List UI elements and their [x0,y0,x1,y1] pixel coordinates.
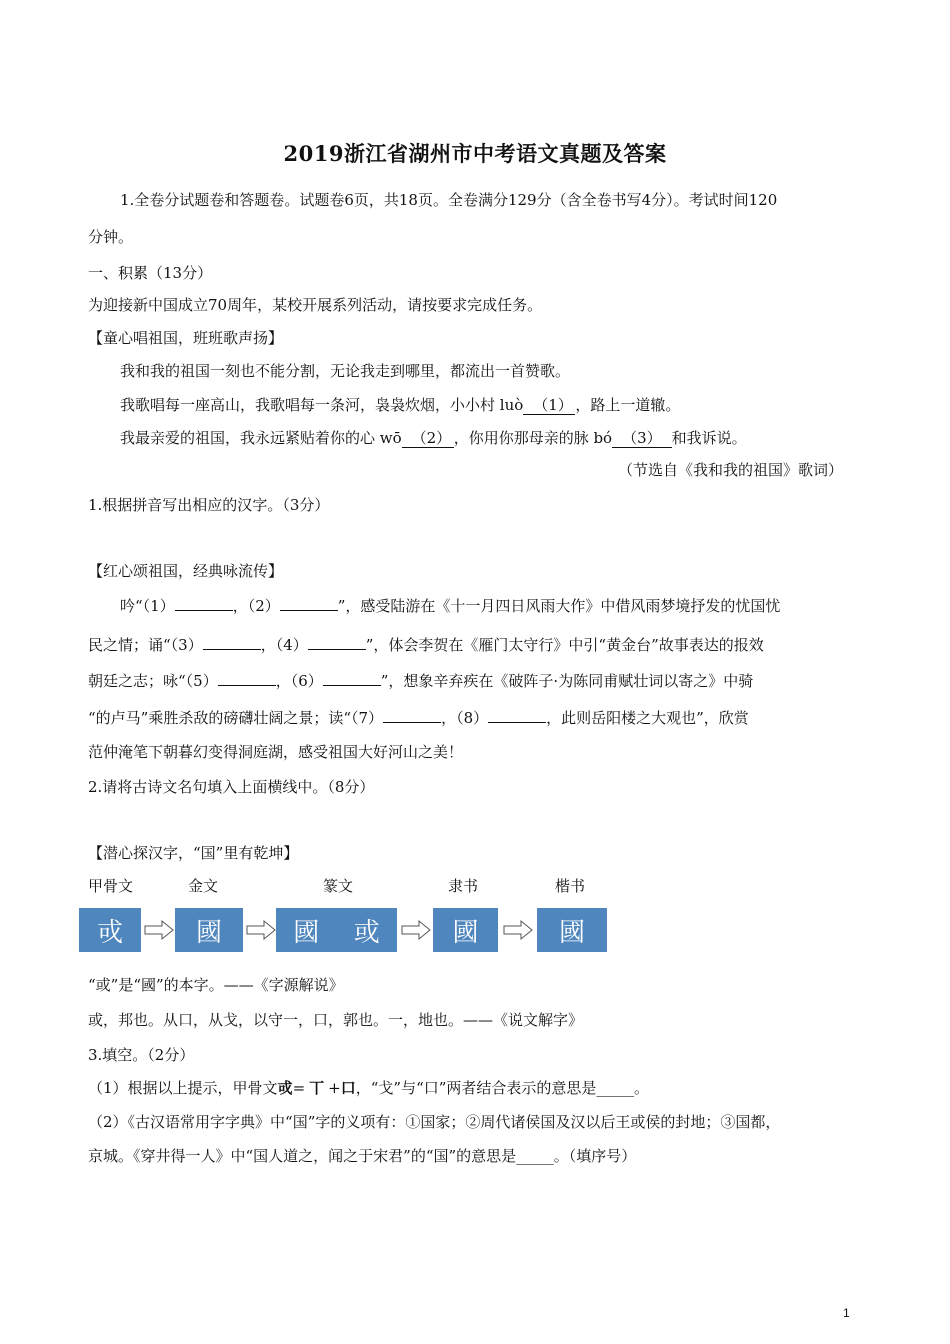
glyph-box-bronze [175,908,243,952]
label-seal: 篆文 [323,877,354,895]
label-regular: 楷书 [555,877,586,895]
lyric3-text-b: ，你用你那母亲的脉 bó [453,429,613,447]
poem3-c: ”，想象辛弃疾在《破阵子·为陈同甫赋壮词以寄之》中骑 [380,672,754,690]
poem1-b: ，（2） [232,597,280,615]
poem1-a: 吟“（1） [120,597,175,615]
answer-blank-3-1[interactable]: _____ [596,1079,634,1097]
lyric2-text-b: ，路上一道辙。 [575,396,681,414]
label-bronze: 金文 [188,877,219,895]
poem-blank-3[interactable] [203,633,261,650]
poem-blank-8[interactable] [488,706,546,723]
poem-line-2 [88,633,764,655]
page-title: 2019浙江省湖州市中考语文真题及答案 [283,141,667,166]
poem-blank-6[interactable] [323,669,381,686]
q3-1-end: 。 [633,1079,649,1097]
label-clerical: 隶书 [448,877,479,895]
page-number: 1 [843,1306,850,1320]
poem2-b: ，（4） [260,636,308,654]
blank-2[interactable]: （2） [402,429,454,448]
glyph-kou-inline: 口 [340,1079,356,1097]
glyph-box-seal [276,908,397,952]
poem-blank-5[interactable] [218,669,276,686]
poem4-c: ，此则岳阳楼之大观也”，欣赏 [546,709,749,727]
lyric-line-1: 我和我的祖国一刻也不能分割，无论我走到哪里，都流出一首赞歌。 [120,362,571,380]
arrow-right-icon [401,919,431,941]
q3-1-text-a: （1）根据以上提示，甲骨文 [88,1079,278,1097]
poem4-b: ，（8） [441,709,489,727]
blank-3[interactable]: （3） [612,429,672,448]
part2-heading: 【红心颂祖国，经典咏流传】 [88,562,284,580]
q3-1-equals: = [292,1079,306,1097]
glyph-box-regular [537,908,607,952]
question-3: 3.填空。（2分） [88,1046,195,1064]
poem3-a: 朝廷之志；咏“（5） [88,672,218,690]
lyric-line-2 [120,395,680,415]
glyph-regular: 國 [558,917,585,948]
lyric3-text-a: 我最亲爱的祖国，我永远紧贴着你的心 wō [120,429,402,447]
part1-heading: 【童心唱祖国，班班歌声扬】 [88,329,284,347]
poem1-c: ”，感受陆游在《十一月四日风雨大作》中借风雨梦境抒发的忧国忧 [337,597,781,615]
quote-2: 或，邦也。从口，从戈，以守一，口，郭也。一，地也。——《说文解字》 [88,1011,584,1029]
lyric-line-3 [120,428,747,448]
glyph-ge-inline: 丅 [309,1079,325,1097]
question-3-1 [88,1078,649,1098]
glyph-clerical: 國 [452,917,479,948]
poem-line-4 [88,706,749,728]
poem-line-5: 范仲淹笔下朝暮幻变得洞庭湖，感受祖国大好河山之美！ [88,743,464,761]
section-heading: 一、积累（13分） [88,264,213,282]
poem2-c: ”，体会李贺在《雁门太守行》中引“黄金台”故事表达的报效 [365,636,764,654]
q3-2-text-b: 。（填序号） [553,1147,637,1165]
instructions-line-2: 分钟。 [88,228,134,246]
lyric-source: （节选自《我和我的祖国》歌词） [618,461,844,479]
poem-blank-1[interactable] [175,594,233,611]
question-1: 1.根据拼音写出相应的汉字。（3分） [88,496,330,514]
q3-1-text-b: ，“戈”与“口”两者结合表示的意思是 [355,1079,597,1097]
poem-blank-4[interactable] [308,633,366,650]
poem-line-3 [88,669,753,691]
lyric2-text-a: 我歌唱每一座高山，我歌唱每一条河，袅袅炊烟，小小村 luò [120,396,524,414]
q3-1-plus: + [328,1079,341,1097]
glyph-bronze: 國 [195,917,222,948]
arrow-right-icon [144,919,174,941]
poem-line-1 [120,594,780,616]
glyph-box-clerical [433,908,498,952]
q3-2-text-a: 京城。《穿井得一人》中“国人道之，闻之于宋君”的“国”的意思是 [88,1147,517,1165]
arrow-right-icon [246,919,276,941]
poem3-b: ，（6） [275,672,323,690]
question-3-2-line-1: （2）《古汉语常用字字典》中“国”字的义项有：①国家；②周代诸侯国及汉以后王或侯的封地；③国都， [88,1113,781,1131]
answer-blank-3-2[interactable]: _____ [516,1147,554,1165]
poem2-a: 民之情；诵“（3） [88,636,203,654]
glyph-seal-2: 或 [353,917,380,948]
lyric3-text-c: 和我诉说。 [671,429,747,447]
question-3-2-line-2 [88,1146,636,1166]
blank-1[interactable]: （1） [523,396,575,415]
quote-1: “或”是“國”的本字。——《字源解说》 [88,976,344,994]
poem-blank-2[interactable] [280,594,338,611]
label-oracle-bone: 甲骨文 [88,877,134,895]
glyph-seal-1: 國 [293,917,320,948]
glyph-box-oracle [79,908,141,952]
poem-blank-7[interactable] [383,706,441,723]
glyph-oracle: 戓 [96,917,123,948]
section-intro: 为迎接新中国成立70周年，某校开展系列活动，请按要求完成任务。 [88,296,543,314]
instructions-line-1: 1.全卷分试题卷和答题卷。试题卷6页，共18页。全卷满分129分（含全卷书写4分）。考试时间120 [120,191,778,209]
arrow-right-icon [503,919,533,941]
question-2: 2.请将古诗文名句填入上面横线中。（8分） [88,778,375,796]
glyph-oracle-inline: 戓 [277,1079,293,1097]
poem4-a: “的卢马”乘胜杀敌的磅礴壮阔之景；读“（7） [88,709,384,727]
part3-heading: 【潜心探汉字，“国”里有乾坤】 [88,844,299,862]
